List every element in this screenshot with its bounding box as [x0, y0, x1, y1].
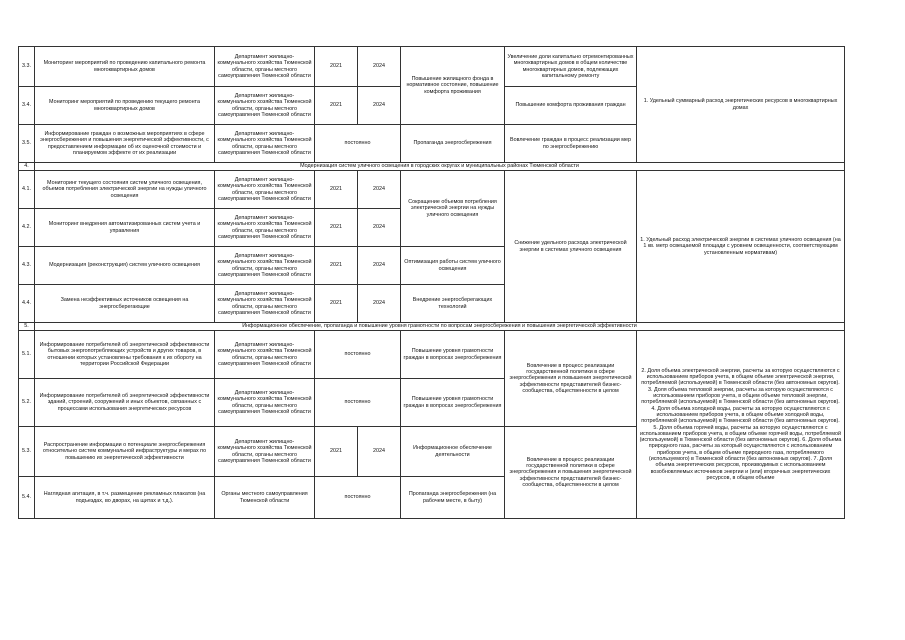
- measure-cell: Информирование потребителей об энергетической эффективности бытовых энергопотребляющих устройств и других товаров, в отношении которых установлены требования к их обороту на территории Российской Федерации: [35, 331, 215, 379]
- executor-cell: Департамент жилищно-коммунального хозяйства Тюменской области, органы местного самоуправления Тюменской области: [215, 125, 315, 163]
- section-row: [19, 323, 845, 331]
- measures-table: [18, 46, 845, 519]
- indicator-cell: 1. Удельный расход электрической энергии в системах уличного освещения (на 1 кв. метр освещаемой площади с уровнем освещенности, соответствующим установленным нормативам): [637, 171, 845, 323]
- measure-cell: Информирование граждан о возможных мероприятиях в сфере энергосбережения и повышения энергетической эффективности, с предоставлением информации об их оценочной стоимости и планируемом эффекте от их реализации: [35, 125, 215, 163]
- result-cell: Повышение уровня грамотности граждан в вопросах энергосбережения: [401, 331, 505, 379]
- period-cell: постоянно: [315, 331, 401, 379]
- executor-cell: Департамент жилищно-коммунального хозяйства Тюменской области, органы местного самоуправления Тюменской области: [215, 87, 315, 125]
- end-year-cell: 2024: [358, 427, 401, 477]
- measure-cell: Информирование потребителей об энергетической эффективности зданий, строений, сооружений и иных объектов, связанных с процессами использования энергетических ресурсов: [35, 379, 215, 427]
- start-year-cell: 2021: [315, 285, 358, 323]
- start-year-cell: 2021: [315, 209, 358, 247]
- measure-cell: Мониторинг внедрения автоматизированных систем учета и управления: [35, 209, 215, 247]
- result-cell: Внедрение энергосберегающих технологий: [401, 285, 505, 323]
- row-number: 4.3.: [19, 247, 35, 285]
- measure-cell: Замена неэффективных источников освещения на энергосберегающие: [35, 285, 215, 323]
- section-number: 5.: [19, 323, 35, 331]
- result-cell: Пропаганда энергосбережения: [401, 125, 505, 163]
- executor-cell: Департамент жилищно-коммунального хозяйства Тюменской области, органы местного самоуправления Тюменской области: [215, 331, 315, 379]
- start-year-cell: 2021: [315, 47, 358, 87]
- result-cell: Сокращение объемов потребления электрической энергии на нужды уличного освещения: [401, 171, 505, 247]
- row-number: 5.2.: [19, 379, 35, 427]
- measure-cell: Мониторинг текущего состояния систем уличного освещения, объемов потребления электрической энергии на нужды уличного освещения: [35, 171, 215, 209]
- row-number: 3.4.: [19, 87, 35, 125]
- executor-cell: Органы местного самоуправления Тюменской области: [215, 477, 315, 519]
- measure-cell: Распространение информации о потенциале энергосбережения относительно систем коммунальной инфраструктуры и мерах по повышению их энергетической эффективности: [35, 427, 215, 477]
- start-year-cell: 2021: [315, 427, 358, 477]
- result-cell: Информационное обеспечение деятельности: [401, 427, 505, 477]
- period-cell: постоянно: [315, 125, 401, 163]
- end-year-cell: 2024: [358, 171, 401, 209]
- executor-cell: Департамент жилищно-коммунального хозяйства Тюменской области, органы местного самоуправления Тюменской области: [215, 47, 315, 87]
- target-cell: Вовлечение граждан в процесс реализации мер по энергосбережению: [505, 125, 637, 163]
- end-year-cell: 2024: [358, 87, 401, 125]
- end-year-cell: 2024: [358, 209, 401, 247]
- executor-cell: Департамент жилищно-коммунального хозяйства Тюменской области, органы местного самоуправления Тюменской области: [215, 285, 315, 323]
- table-row: [19, 47, 845, 87]
- executor-cell: Департамент жилищно-коммунального хозяйства Тюменской области, органы местного самоуправления Тюменской области: [215, 171, 315, 209]
- start-year-cell: 2021: [315, 87, 358, 125]
- section-row: [19, 163, 845, 171]
- table-row: [19, 171, 845, 209]
- period-cell: постоянно: [315, 477, 401, 519]
- indicator-cell: 1. Удельный суммарный расход энергетических ресурсов в многоквартирных домах: [637, 47, 845, 163]
- row-number: 3.5.: [19, 125, 35, 163]
- result-cell: Оптимизация работы систем уличного освещения: [401, 247, 505, 285]
- target-cell: Увеличение доли капитально отремонтированных многоквартирных домов в общем количестве многоквартирных домов, подлежащих капитальному ремонту: [505, 47, 637, 87]
- executor-cell: Департамент жилищно-коммунального хозяйства Тюменской области, органы местного самоуправления Тюменской области: [215, 209, 315, 247]
- measure-cell: Наглядная агитация, в т.ч. размещение рекламных плакатов (на подъездах, во дворах, на щитах и т.д.).: [35, 477, 215, 519]
- table-row: [19, 331, 845, 379]
- start-year-cell: 2021: [315, 247, 358, 285]
- row-number: 5.4.: [19, 477, 35, 519]
- start-year-cell: 2021: [315, 171, 358, 209]
- executor-cell: Департамент жилищно-коммунального хозяйства Тюменской области, органы местного самоуправления Тюменской области: [215, 247, 315, 285]
- target-cell: Повышение комфорта проживания граждан: [505, 87, 637, 125]
- target-cell: Вовлечение в процесс реализации государственной политики в сфере энергосбережения и повышения энергетической эффективности представителей бизнес-сообщества, общественности в целом: [505, 427, 637, 519]
- row-number: 4.2.: [19, 209, 35, 247]
- target-cell: Вовлечение в процесс реализации государственной политики в сфере энергосбережения и повышения энергетической эффективности представителей бизнес-сообщества, общественности в целом: [505, 331, 637, 427]
- section-title: Модернизация систем уличного освещения в городских округах и муниципальных районах Тюменской области: [35, 163, 845, 171]
- end-year-cell: 2024: [358, 47, 401, 87]
- executor-cell: Департамент жилищно-коммунального хозяйства Тюменской области, органы местного самоуправления Тюменской области: [215, 427, 315, 477]
- row-number: 4.1.: [19, 171, 35, 209]
- measure-cell: Мониторинг мероприятий по проведению текущего ремонта многоквартирных домов: [35, 87, 215, 125]
- result-cell: Повышение уровня грамотности граждан в вопросах энергосбережения: [401, 379, 505, 427]
- section-title: Информационное обеспечение, пропаганда и повышение уровня грамотности по вопросам энергосбережения и повышения энергетической эффективности: [35, 323, 845, 331]
- indicator-cell: 2. Доля объема электрической энергии, расчеты за которую осуществляются с использованием приборов учета, в общем объеме электрической энергии, потребляемой (используемой) в Тюменской области (без автономных округов). 3. Доля объема тепловой энергии, расчеты за которую осуществляются с использованием приборов учета, в общем объеме тепловой энергии, потребляемой (используемой) в Тюменской области (без автономных округов). 4. Доля объема холодной воды, расчеты за которую осуществляются с использованием приборов учета, в общем объеме холодной воды, потребляемой (используемой) в Тюменской области (без автономных округов). 5. Доля объема горячей воды, расчеты за которую осуществляются с использованием приборов учета, в общем объеме горячей воды, потребляемой (используемой) в Тюменской области (без автономных округов). 6. Доля объема природного газа, расчеты за который осуществляются с использованием приборов учета, в общем объеме природного газа, потребляемого (используемого) в Тюменской области (без автономных округов). 7. Доля объема энергетических ресурсов, производимых с использованием возобновляемых источников энергии и (или) вторичных энергетических ресурсов, в общем объеме: [637, 331, 845, 519]
- section-number: 4.: [19, 163, 35, 171]
- measure-cell: Мониторинг мероприятий по проведению капитального ремонта многоквартирных домов: [35, 47, 215, 87]
- end-year-cell: 2024: [358, 247, 401, 285]
- measure-cell: Модернизация (реконструкция) систем уличного освещения: [35, 247, 215, 285]
- result-cell: Повышение жилищного фонда в нормативное состояние, повышение комфорта проживания: [401, 47, 505, 125]
- row-number: 5.3.: [19, 427, 35, 477]
- row-number: 4.4.: [19, 285, 35, 323]
- executor-cell: Департамент жилищно-коммунального хозяйства Тюменской области, органы местного самоуправления Тюменской области: [215, 379, 315, 427]
- end-year-cell: 2024: [358, 285, 401, 323]
- target-cell: Снижение удельного расхода электрической энергии в системах уличного освещения: [505, 171, 637, 323]
- period-cell: постоянно: [315, 379, 401, 427]
- result-cell: Пропаганда энергосбережения (на рабочем месте, в быту): [401, 477, 505, 519]
- row-number: 3.3.: [19, 47, 35, 87]
- row-number: 5.1.: [19, 331, 35, 379]
